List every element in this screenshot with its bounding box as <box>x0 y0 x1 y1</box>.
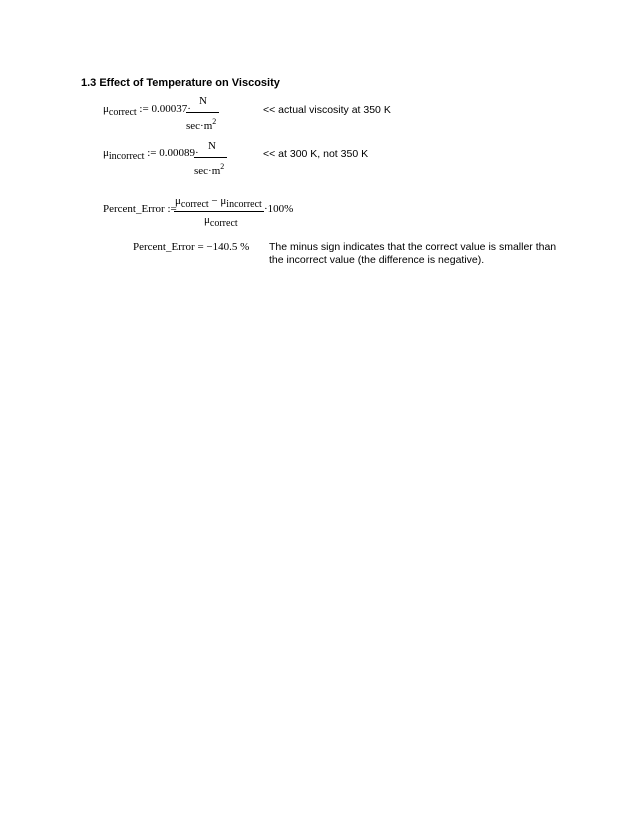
unit-denominator <box>194 162 224 177</box>
unit-exponent: 2 <box>212 117 217 126</box>
unit-denominator-base: sec·m <box>186 120 213 132</box>
mu-subscript: correct <box>180 199 209 210</box>
mu-symbol: μ <box>103 103 109 115</box>
percent-error-lhs: Percent_Error := <box>103 203 177 215</box>
unit-exponent: 2 <box>220 162 225 171</box>
mu-symbol: μ <box>220 195 227 207</box>
percent-error-result: Percent_Error = −140.5 % <box>133 241 250 253</box>
result-comment-line-1: The minus sign indicates that the correct value is smaller than <box>269 241 557 253</box>
mu-correct-comment: << actual viscosity at 350 K <box>263 104 391 116</box>
assign-operator: := <box>147 147 157 159</box>
mu-symbol: μ <box>103 147 109 159</box>
mu-correct-lhs <box>103 103 191 118</box>
mu-symbol: μ <box>175 195 181 207</box>
mu-subscript: incorrect <box>226 199 262 210</box>
unit-denominator-base: sec·m <box>194 165 221 177</box>
unit-numerator: N <box>208 140 216 152</box>
mu-correct-value: 0.00037· <box>151 103 191 115</box>
percent-multiplier: ·100% <box>264 203 294 215</box>
fraction-bar <box>186 112 219 113</box>
section-heading: 1.3 Effect of Temperature on Viscosity <box>81 77 280 89</box>
mu-incorrect-lhs <box>103 147 199 162</box>
percent-error-numerator <box>175 195 262 210</box>
mu-subscript: correct <box>108 107 137 118</box>
unit-numerator: N <box>199 95 207 107</box>
percent-error-denominator <box>204 214 238 229</box>
assign-operator: := <box>139 103 149 115</box>
mu-symbol: μ <box>204 214 210 226</box>
result-comment-line-2: the incorrect value (the difference is negative). <box>269 254 485 266</box>
fraction-bar <box>174 211 264 212</box>
minus-operator: − <box>211 195 218 207</box>
fraction-bar <box>194 157 227 158</box>
mu-incorrect-value: 0.00089· <box>159 147 199 159</box>
unit-denominator <box>186 117 216 132</box>
mu-subscript: incorrect <box>108 151 145 162</box>
mu-subscript: correct <box>209 218 238 229</box>
mu-incorrect-comment: << at 300 K, not 350 K <box>263 148 369 160</box>
